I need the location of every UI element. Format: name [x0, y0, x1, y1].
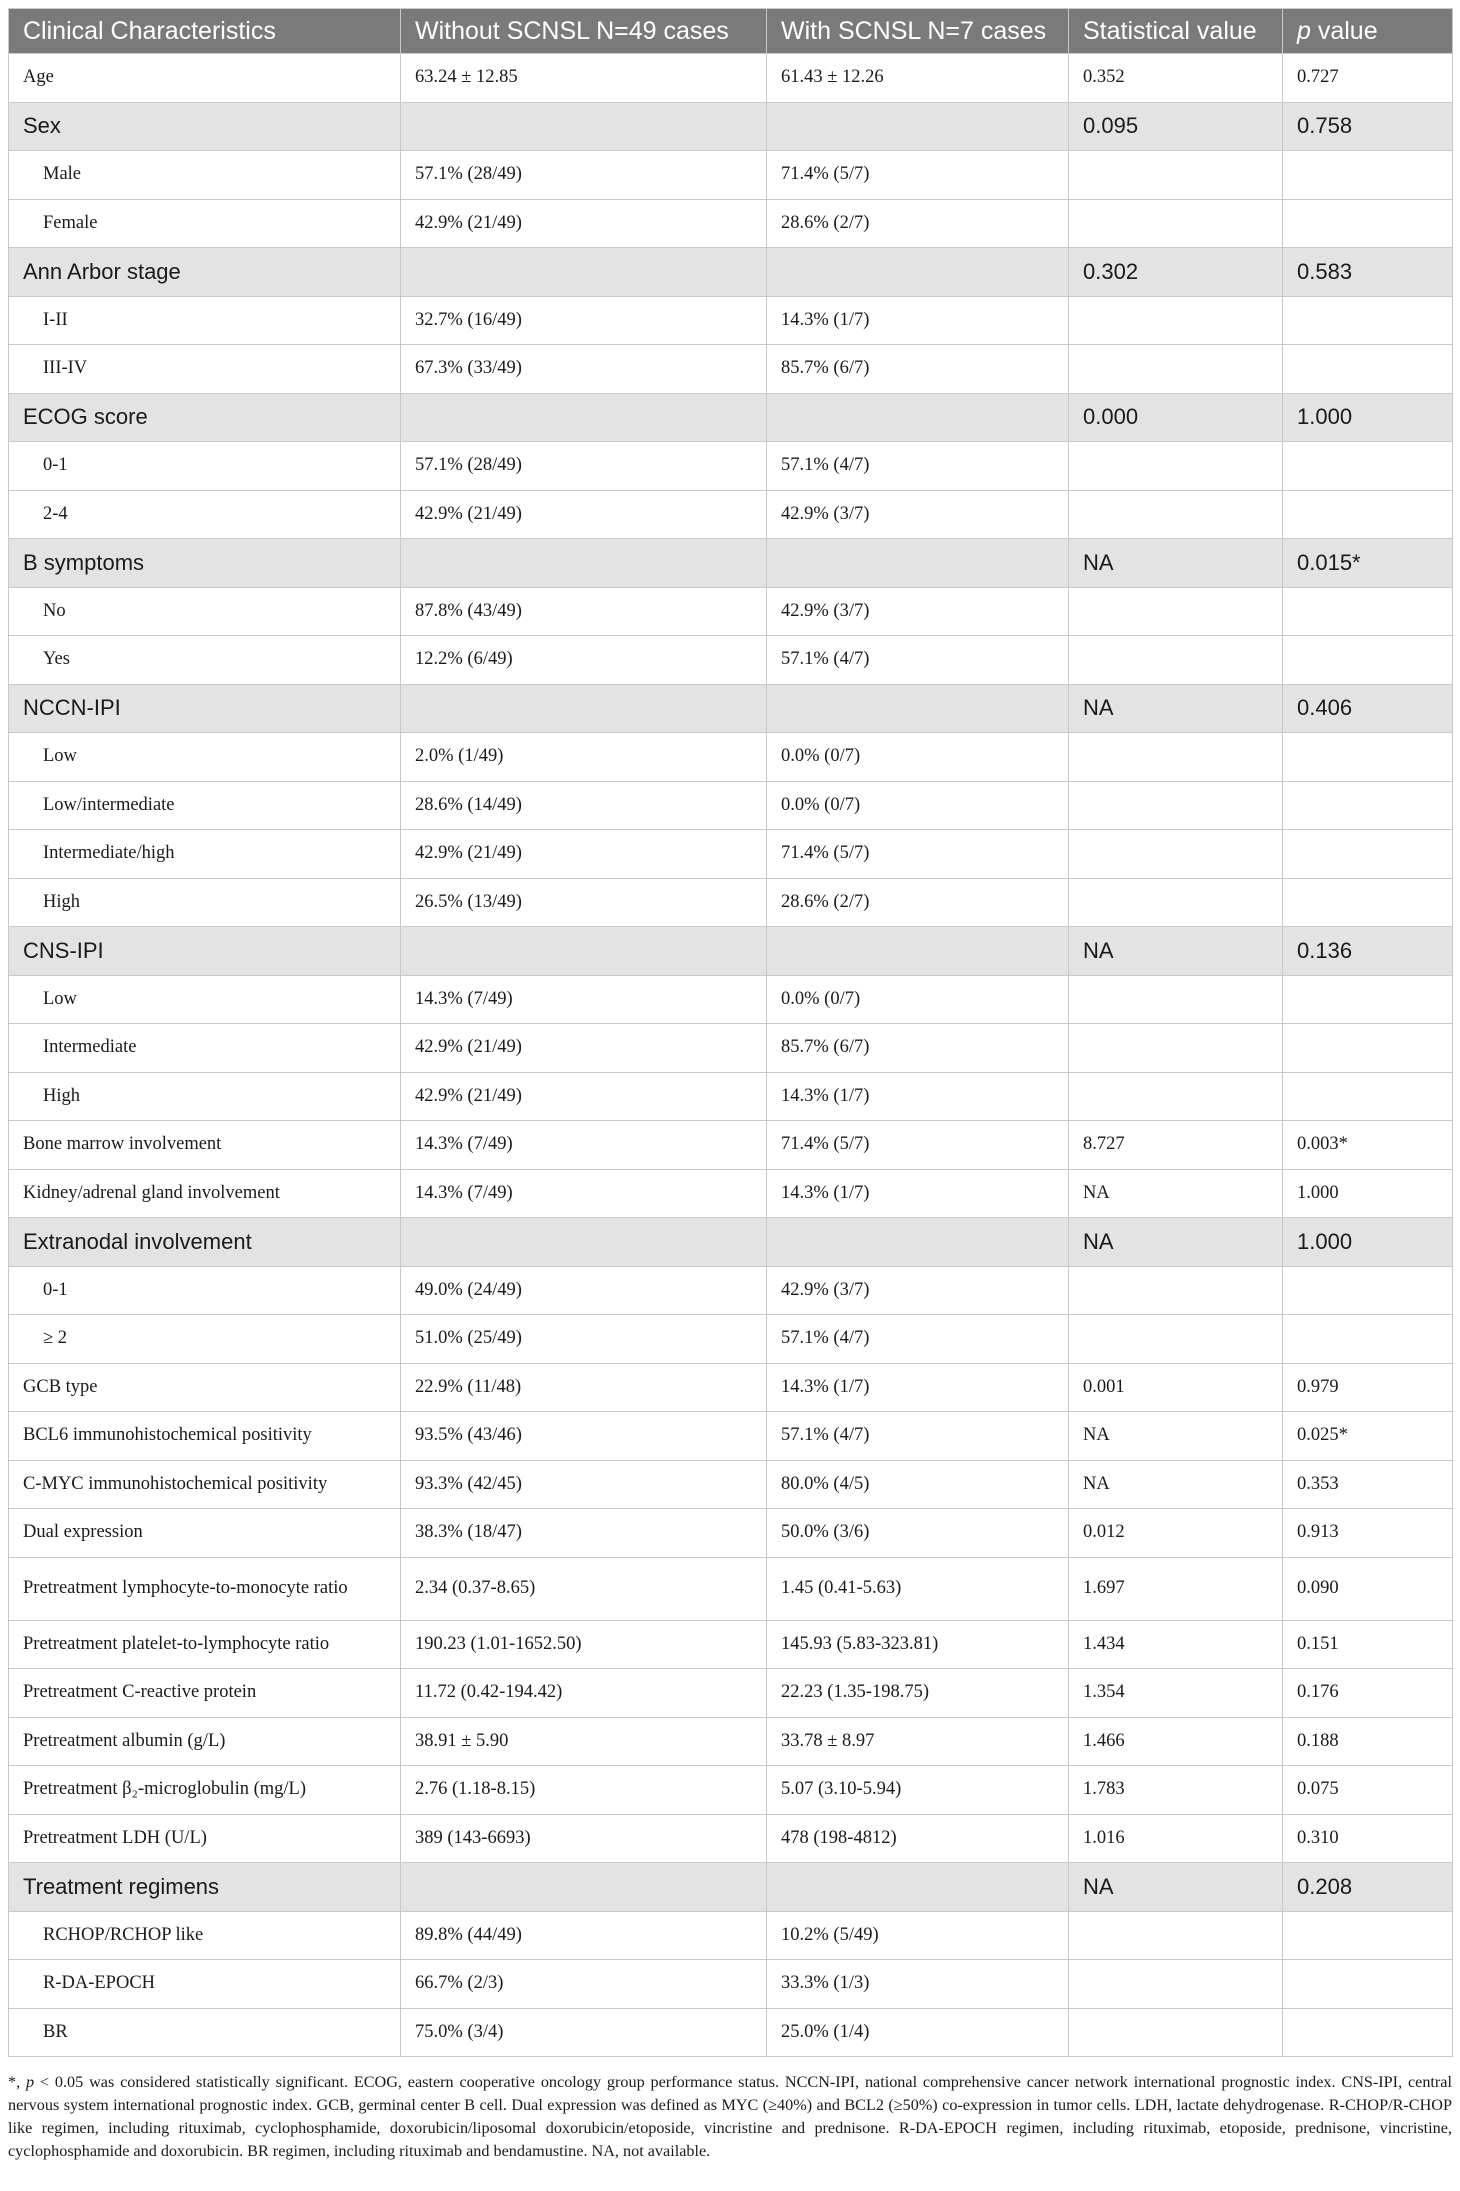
cell-label: No	[9, 587, 401, 636]
cell-without-scnsl: 51.0% (25/49)	[401, 1315, 767, 1364]
cell-label: BR	[9, 2008, 401, 2057]
cell-without-scnsl	[401, 539, 767, 588]
cell-label: Treatment regimens	[9, 1863, 401, 1912]
cell-statistical-value: 0.012	[1069, 1509, 1283, 1558]
cell-without-scnsl	[401, 1218, 767, 1267]
cell-statistical-value	[1069, 1960, 1283, 2009]
cell-without-scnsl: 42.9% (21/49)	[401, 1024, 767, 1073]
cell-without-scnsl: 14.3% (7/49)	[401, 1121, 767, 1170]
sub-row	[9, 296, 1453, 345]
cell-label: ≥ 2	[9, 1315, 401, 1364]
group-header-row	[9, 393, 1453, 442]
cell-p-value	[1283, 878, 1453, 927]
cell-with-scnsl: 33.3% (1/3)	[767, 1960, 1069, 2009]
cell-label: Ann Arbor stage	[9, 248, 401, 297]
cell-without-scnsl: 38.3% (18/47)	[401, 1509, 767, 1558]
cell-p-value	[1283, 151, 1453, 200]
cell-without-scnsl: 389 (143-6693)	[401, 1814, 767, 1863]
cell-with-scnsl	[767, 1863, 1069, 1912]
cell-statistical-value: 1.697	[1069, 1557, 1283, 1620]
cell-p-value: 0.151	[1283, 1620, 1453, 1669]
cell-p-value	[1283, 830, 1453, 879]
cell-statistical-value: NA	[1069, 1460, 1283, 1509]
cell-without-scnsl: 42.9% (21/49)	[401, 1072, 767, 1121]
cell-p-value	[1283, 1960, 1453, 2009]
cell-label: Intermediate/high	[9, 830, 401, 879]
cell-without-scnsl: 42.9% (21/49)	[401, 830, 767, 879]
cell-with-scnsl: 85.7% (6/7)	[767, 1024, 1069, 1073]
cell-p-value	[1283, 1072, 1453, 1121]
cell-label: Yes	[9, 636, 401, 685]
header-row	[9, 9, 1453, 54]
cell-without-scnsl: 14.3% (7/49)	[401, 1169, 767, 1218]
cell-p-value: 0.188	[1283, 1717, 1453, 1766]
cell-label: Female	[9, 199, 401, 248]
cell-with-scnsl: 0.0% (0/7)	[767, 733, 1069, 782]
cell-p-value: 0.090	[1283, 1557, 1453, 1620]
cell-without-scnsl: 2.76 (1.18-8.15)	[401, 1766, 767, 1815]
cell-p-value	[1283, 1315, 1453, 1364]
cell-without-scnsl: 22.9% (11/48)	[401, 1363, 767, 1412]
cell-p-value: 0.583	[1283, 248, 1453, 297]
cell-p-value: 0.353	[1283, 1460, 1453, 1509]
cell-label: Pretreatment C-reactive protein	[9, 1669, 401, 1718]
sub-row	[9, 151, 1453, 200]
cell-with-scnsl: 22.23 (1.35-198.75)	[767, 1669, 1069, 1718]
group-header-row	[9, 539, 1453, 588]
sub-row	[9, 1266, 1453, 1315]
table-row	[9, 1412, 1453, 1461]
cell-without-scnsl: 67.3% (33/49)	[401, 345, 767, 394]
cell-label: ECOG score	[9, 393, 401, 442]
cell-with-scnsl: 14.3% (1/7)	[767, 296, 1069, 345]
cell-with-scnsl	[767, 684, 1069, 733]
cell-label: NCCN-IPI	[9, 684, 401, 733]
cell-with-scnsl	[767, 1218, 1069, 1267]
cell-with-scnsl: 57.1% (4/7)	[767, 1315, 1069, 1364]
sub-row	[9, 830, 1453, 879]
sub-row	[9, 733, 1453, 782]
cell-p-value: 0.208	[1283, 1863, 1453, 1912]
cell-label: Intermediate	[9, 1024, 401, 1073]
cell-p-value: 0.310	[1283, 1814, 1453, 1863]
cell-label: I-II	[9, 296, 401, 345]
cell-without-scnsl: 38.91 ± 5.90	[401, 1717, 767, 1766]
cell-without-scnsl: 14.3% (7/49)	[401, 975, 767, 1024]
cell-with-scnsl: 0.0% (0/7)	[767, 781, 1069, 830]
cell-label: Low	[9, 975, 401, 1024]
sub-row	[9, 2008, 1453, 2057]
cell-with-scnsl	[767, 539, 1069, 588]
cell-with-scnsl: 71.4% (5/7)	[767, 1121, 1069, 1170]
cell-p-value: 0.025*	[1283, 1412, 1453, 1461]
cell-without-scnsl: 28.6% (14/49)	[401, 781, 767, 830]
cell-p-value: 0.913	[1283, 1509, 1453, 1558]
cell-p-value: 1.000	[1283, 1169, 1453, 1218]
cell-with-scnsl: 5.07 (3.10-5.94)	[767, 1766, 1069, 1815]
cell-statistical-value: 8.727	[1069, 1121, 1283, 1170]
group-header-row	[9, 248, 1453, 297]
cell-statistical-value: 0.302	[1069, 248, 1283, 297]
cell-statistical-value: 1.466	[1069, 1717, 1283, 1766]
cell-statistical-value: 1.434	[1069, 1620, 1283, 1669]
cell-without-scnsl: 11.72 (0.42-194.42)	[401, 1669, 767, 1718]
cell-label: Kidney/adrenal gland involvement	[9, 1169, 401, 1218]
cell-statistical-value	[1069, 781, 1283, 830]
header-characteristics: Clinical Characteristics	[9, 9, 401, 54]
cell-with-scnsl: 0.0% (0/7)	[767, 975, 1069, 1024]
cell-p-value: 0.015*	[1283, 539, 1453, 588]
cell-statistical-value	[1069, 199, 1283, 248]
footnote-star: *,	[8, 2073, 26, 2091]
cell-statistical-value: NA	[1069, 684, 1283, 733]
cell-with-scnsl	[767, 393, 1069, 442]
cell-statistical-value	[1069, 830, 1283, 879]
cell-label: Pretreatment β₂-microglobulin (mg/L)	[9, 1766, 401, 1815]
cell-without-scnsl: 63.24 ± 12.85	[401, 54, 767, 103]
cell-p-value: 1.000	[1283, 1218, 1453, 1267]
cell-p-value: 0.727	[1283, 54, 1453, 103]
cell-p-value: 0.136	[1283, 927, 1453, 976]
header-p-rest: value	[1310, 16, 1378, 45]
cell-label: Sex	[9, 102, 401, 151]
cell-with-scnsl: 10.2% (5/49)	[767, 1911, 1069, 1960]
cell-statistical-value	[1069, 636, 1283, 685]
cell-with-scnsl: 28.6% (2/7)	[767, 199, 1069, 248]
cell-with-scnsl: 71.4% (5/7)	[767, 151, 1069, 200]
cell-p-value: 0.758	[1283, 102, 1453, 151]
cell-with-scnsl: 42.9% (3/7)	[767, 490, 1069, 539]
cell-with-scnsl: 1.45 (0.41-5.63)	[767, 1557, 1069, 1620]
cell-statistical-value	[1069, 1266, 1283, 1315]
cell-p-value	[1283, 2008, 1453, 2057]
cell-statistical-value	[1069, 733, 1283, 782]
table-row	[9, 1766, 1453, 1815]
table-body	[9, 54, 1453, 2057]
cell-p-value: 0.176	[1283, 1669, 1453, 1718]
cell-statistical-value: NA	[1069, 539, 1283, 588]
cell-without-scnsl	[401, 684, 767, 733]
cell-statistical-value: NA	[1069, 1412, 1283, 1461]
cell-label: B symptoms	[9, 539, 401, 588]
cell-with-scnsl: 28.6% (2/7)	[767, 878, 1069, 927]
cell-label: C-MYC immunohistochemical positivity	[9, 1460, 401, 1509]
cell-without-scnsl: 2.34 (0.37-8.65)	[401, 1557, 767, 1620]
cell-p-value	[1283, 345, 1453, 394]
group-header-row	[9, 102, 1453, 151]
cell-label: III-IV	[9, 345, 401, 394]
cell-p-value	[1283, 733, 1453, 782]
header-statistical-value: Statistical value	[1069, 9, 1283, 54]
cell-statistical-value	[1069, 587, 1283, 636]
group-header-row	[9, 684, 1453, 733]
cell-statistical-value: 0.095	[1069, 102, 1283, 151]
cell-p-value: 0.979	[1283, 1363, 1453, 1412]
table-footnote	[8, 2071, 1452, 2163]
cell-without-scnsl: 32.7% (16/49)	[401, 296, 767, 345]
cell-with-scnsl: 478 (198-4812)	[767, 1814, 1069, 1863]
cell-p-value	[1283, 587, 1453, 636]
cell-statistical-value: 1.354	[1069, 1669, 1283, 1718]
cell-without-scnsl	[401, 248, 767, 297]
cell-statistical-value	[1069, 2008, 1283, 2057]
cell-label: R-DA-EPOCH	[9, 1960, 401, 2009]
sub-row	[9, 1315, 1453, 1364]
cell-with-scnsl: 61.43 ± 12.26	[767, 54, 1069, 103]
sub-row	[9, 1911, 1453, 1960]
cell-without-scnsl: 42.9% (21/49)	[401, 490, 767, 539]
cell-statistical-value	[1069, 1911, 1283, 1960]
sub-row	[9, 1024, 1453, 1073]
cell-with-scnsl: 57.1% (4/7)	[767, 636, 1069, 685]
cell-p-value	[1283, 490, 1453, 539]
cell-without-scnsl: 26.5% (13/49)	[401, 878, 767, 927]
cell-label: Dual expression	[9, 1509, 401, 1558]
cell-with-scnsl: 42.9% (3/7)	[767, 1266, 1069, 1315]
group-header-row	[9, 927, 1453, 976]
cell-without-scnsl: 57.1% (28/49)	[401, 151, 767, 200]
table-row	[9, 1509, 1453, 1558]
table-row	[9, 1169, 1453, 1218]
cell-without-scnsl: 93.5% (43/46)	[401, 1412, 767, 1461]
cell-p-value: 1.000	[1283, 393, 1453, 442]
header-p-italic: p	[1297, 16, 1311, 45]
cell-statistical-value	[1069, 1024, 1283, 1073]
cell-p-value	[1283, 1911, 1453, 1960]
sub-row	[9, 442, 1453, 491]
sub-row	[9, 345, 1453, 394]
cell-p-value	[1283, 1266, 1453, 1315]
sub-row	[9, 878, 1453, 927]
cell-with-scnsl: 85.7% (6/7)	[767, 345, 1069, 394]
cell-label: Pretreatment lymphocyte-to-monocyte ratio	[9, 1557, 401, 1620]
cell-statistical-value: NA	[1069, 1218, 1283, 1267]
sub-row	[9, 975, 1453, 1024]
footnote-p-italic: p	[25, 2073, 35, 2091]
cell-with-scnsl	[767, 102, 1069, 151]
header-with-scnsl: With SCNSL N=7 cases	[767, 9, 1069, 54]
table-row	[9, 1669, 1453, 1718]
cell-label: RCHOP/RCHOP like	[9, 1911, 401, 1960]
cell-label: High	[9, 878, 401, 927]
cell-p-value	[1283, 975, 1453, 1024]
cell-with-scnsl: 57.1% (4/7)	[767, 1412, 1069, 1461]
cell-label: Pretreatment LDH (U/L)	[9, 1814, 401, 1863]
table-row	[9, 1363, 1453, 1412]
cell-without-scnsl: 190.23 (1.01-1652.50)	[401, 1620, 767, 1669]
cell-without-scnsl	[401, 102, 767, 151]
cell-with-scnsl: 145.93 (5.83-323.81)	[767, 1620, 1069, 1669]
cell-with-scnsl: 50.0% (3/6)	[767, 1509, 1069, 1558]
cell-p-value	[1283, 781, 1453, 830]
cell-without-scnsl: 57.1% (28/49)	[401, 442, 767, 491]
table-row	[9, 1814, 1453, 1863]
cell-p-value	[1283, 296, 1453, 345]
cell-without-scnsl	[401, 393, 767, 442]
cell-p-value: 0.075	[1283, 1766, 1453, 1815]
cell-statistical-value	[1069, 490, 1283, 539]
table-row	[9, 54, 1453, 103]
cell-statistical-value: 1.016	[1069, 1814, 1283, 1863]
sub-row	[9, 636, 1453, 685]
sub-row	[9, 781, 1453, 830]
sub-row	[9, 587, 1453, 636]
cell-with-scnsl: 14.3% (1/7)	[767, 1169, 1069, 1218]
cell-label: 2-4	[9, 490, 401, 539]
cell-label: Pretreatment albumin (g/L)	[9, 1717, 401, 1766]
cell-without-scnsl: 89.8% (44/49)	[401, 1911, 767, 1960]
table-row	[9, 1717, 1453, 1766]
table-row	[9, 1121, 1453, 1170]
cell-statistical-value: 0.001	[1069, 1363, 1283, 1412]
cell-statistical-value	[1069, 1072, 1283, 1121]
cell-with-scnsl: 14.3% (1/7)	[767, 1363, 1069, 1412]
group-header-row	[9, 1863, 1453, 1912]
cell-with-scnsl: 57.1% (4/7)	[767, 442, 1069, 491]
cell-statistical-value	[1069, 345, 1283, 394]
cell-statistical-value	[1069, 1315, 1283, 1364]
sub-row	[9, 199, 1453, 248]
cell-without-scnsl: 66.7% (2/3)	[401, 1960, 767, 2009]
cell-without-scnsl: 93.3% (42/45)	[401, 1460, 767, 1509]
table-row	[9, 1460, 1453, 1509]
cell-label: Bone marrow involvement	[9, 1121, 401, 1170]
cell-p-value: 0.003*	[1283, 1121, 1453, 1170]
table-header	[9, 9, 1453, 54]
cell-with-scnsl	[767, 927, 1069, 976]
sub-row	[9, 1960, 1453, 2009]
cell-label: Low	[9, 733, 401, 782]
cell-label: 0-1	[9, 442, 401, 491]
cell-with-scnsl: 42.9% (3/7)	[767, 587, 1069, 636]
cell-statistical-value	[1069, 296, 1283, 345]
cell-p-value	[1283, 442, 1453, 491]
cell-without-scnsl: 2.0% (1/49)	[401, 733, 767, 782]
clinical-characteristics-table	[8, 8, 1453, 2057]
cell-without-scnsl: 12.2% (6/49)	[401, 636, 767, 685]
cell-statistical-value	[1069, 151, 1283, 200]
cell-p-value	[1283, 636, 1453, 685]
cell-with-scnsl: 14.3% (1/7)	[767, 1072, 1069, 1121]
cell-label: Age	[9, 54, 401, 103]
cell-with-scnsl: 25.0% (1/4)	[767, 2008, 1069, 2057]
cell-without-scnsl: 75.0% (3/4)	[401, 2008, 767, 2057]
cell-statistical-value: 1.783	[1069, 1766, 1283, 1815]
cell-with-scnsl	[767, 248, 1069, 297]
header-without-scnsl: Without SCNSL N=49 cases	[401, 9, 767, 54]
cell-statistical-value: NA	[1069, 927, 1283, 976]
cell-statistical-value: NA	[1069, 1169, 1283, 1218]
cell-label: BCL6 immunohistochemical positivity	[9, 1412, 401, 1461]
cell-statistical-value	[1069, 442, 1283, 491]
footnote-text: < 0.05 was considered statistically significant. ECOG, eastern cooperative oncology group performance status. NCCN-IPI, national comprehensive cancer network international prognostic index. CNS-IPI, central nervous system international prognostic index. GCB, germinal center B cell. Dual expression was defined as MYC (≥40%) and BCL2 (≥50%) co-expression in tumor cells. LDH, lactate dehydrogenase. R-CHOP/R-CHOP like regimen, including rituximab, cyclophosphamide, doxorubicin/liposomal doxorubicin/etoposide, vincristine and prednisone. R-DA-EPOCH regimen, including rituximab, etoposide, prednisone, vincristine, cyclophosphamide and doxorubicin. BR regimen, including rituximab and bendamustine. NA, not available.	[8, 2073, 1452, 2160]
cell-label: Male	[9, 151, 401, 200]
cell-statistical-value: 0.000	[1069, 393, 1283, 442]
cell-label: Low/intermediate	[9, 781, 401, 830]
table-row	[9, 1557, 1453, 1620]
sub-row	[9, 490, 1453, 539]
cell-without-scnsl: 49.0% (24/49)	[401, 1266, 767, 1315]
cell-without-scnsl: 87.8% (43/49)	[401, 587, 767, 636]
table-page	[8, 8, 1452, 2163]
cell-without-scnsl	[401, 927, 767, 976]
cell-label: 0-1	[9, 1266, 401, 1315]
sub-row	[9, 1072, 1453, 1121]
group-header-row	[9, 1218, 1453, 1267]
header-p-value	[1283, 9, 1453, 54]
cell-p-value: 0.406	[1283, 684, 1453, 733]
cell-with-scnsl: 71.4% (5/7)	[767, 830, 1069, 879]
cell-label: High	[9, 1072, 401, 1121]
table-row	[9, 1620, 1453, 1669]
cell-statistical-value: NA	[1069, 1863, 1283, 1912]
cell-p-value	[1283, 1024, 1453, 1073]
cell-label: Pretreatment platelet-to-lymphocyte ratio	[9, 1620, 401, 1669]
cell-label: Extranodal involvement	[9, 1218, 401, 1267]
cell-p-value	[1283, 199, 1453, 248]
cell-label: GCB type	[9, 1363, 401, 1412]
cell-statistical-value	[1069, 878, 1283, 927]
cell-without-scnsl	[401, 1863, 767, 1912]
cell-statistical-value: 0.352	[1069, 54, 1283, 103]
cell-without-scnsl: 42.9% (21/49)	[401, 199, 767, 248]
cell-label: CNS-IPI	[9, 927, 401, 976]
cell-with-scnsl: 33.78 ± 8.97	[767, 1717, 1069, 1766]
cell-statistical-value	[1069, 975, 1283, 1024]
cell-with-scnsl: 80.0% (4/5)	[767, 1460, 1069, 1509]
